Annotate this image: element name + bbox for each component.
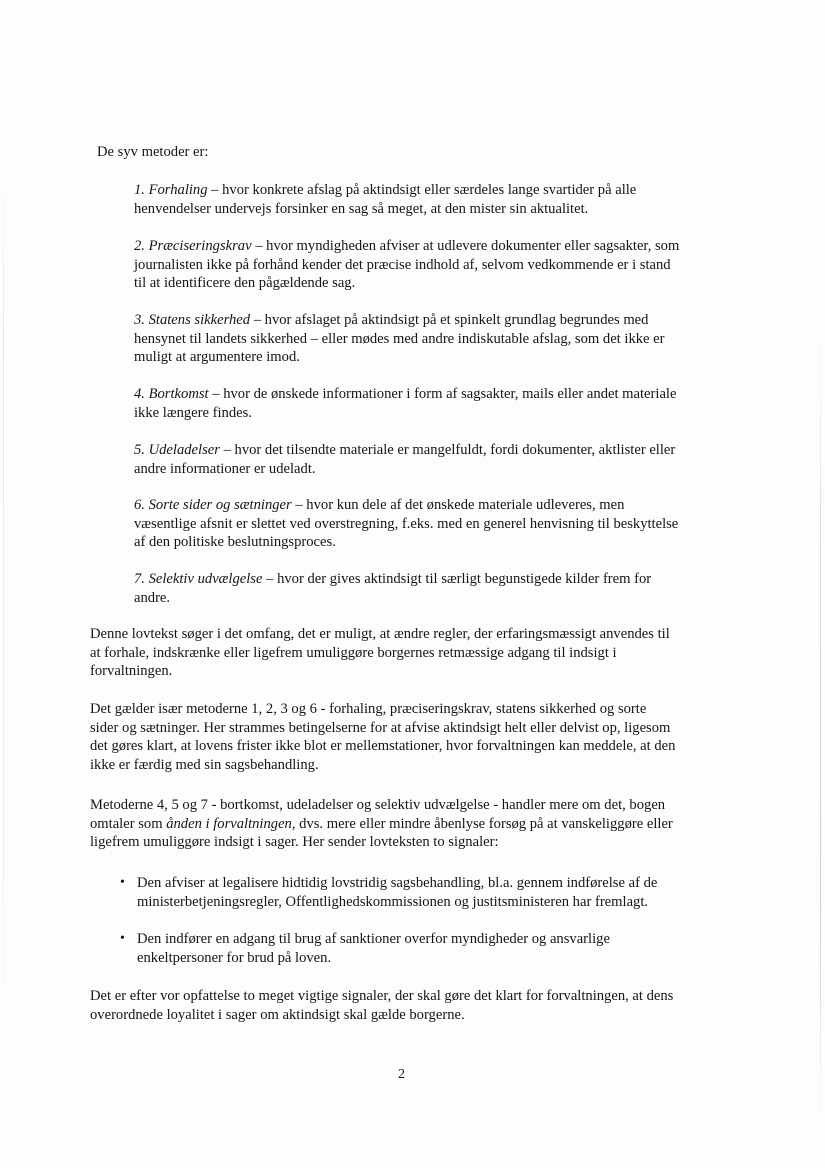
paragraph-2-line-2: sider og sætninger. Her strammes betingelserne for at afvise aktindsigt helt eller delvist op, ligesom xyxy=(90,719,671,736)
method-6-line-1: – hvor kun dele af det ønskede materiale udleveres, men xyxy=(291,497,625,513)
method-1-label: 1. Forhaling xyxy=(134,182,208,198)
scan-edge-right xyxy=(820,300,821,1150)
method-3-line-1: – hvor afslaget på aktindsigt på et spinkelt grundlag begrundes med xyxy=(250,312,649,328)
method-2-line-1: – hvor myndigheden afviser at udlevere dokumenter eller sagsakter, som xyxy=(251,238,680,254)
method-6-line-2: væsentlige afsnit er slettet ved overstregning, f.eks. med en generel henvisning til beskyttelse xyxy=(134,515,679,532)
method-4-line-1: – hvor de ønskede informationer i form af sagsakter, mails eller andet materiale xyxy=(208,386,677,402)
bullet-2-text xyxy=(137,930,610,967)
scan-edge-left xyxy=(3,150,4,1050)
paragraph-2-line-4: ikke er færdig med sin sagsbehandling. xyxy=(90,756,319,773)
bullet-1-line-2: ministerbetjeningsregler, Offentlighedskommissionen og justitsministeren har fremlagt. xyxy=(137,893,649,910)
method-5-line-2: andre informationer er udeladt. xyxy=(134,460,316,477)
method-5-label: 5. Udeladelser xyxy=(134,442,220,458)
method-2-line-2: journalisten ikke på forhånd kender det præcise indhold af, selvom vedkommende er i stand xyxy=(134,256,671,273)
method-7-label: 7. Selektiv udvælgelse xyxy=(134,571,263,587)
method-2-line-3: til at identificere den pågældende sag. xyxy=(134,275,356,292)
paragraph-4-line-2: overordnede loyalitet i sager om aktindsigt skal gælde borgerne. xyxy=(90,1006,465,1023)
method-4 xyxy=(134,385,734,422)
bullet-2-line-1: Den indfører en adgang til brug af sanktioner overfor myndigheder og ansvarlige xyxy=(137,931,610,947)
method-7-line-1: – hvor der gives aktindsigt til særligt begunstigede kilder frem for xyxy=(262,571,652,587)
method-3-label: 3. Statens sikkerhed xyxy=(134,312,251,328)
paragraph-4-line-1: Det er efter vor opfattelse to meget vigtige signaler, der skal gøre det klart for forvaltningen, at dens xyxy=(90,988,674,1004)
method-7 xyxy=(134,570,734,607)
method-4-line-2: ikke længere findes. xyxy=(134,404,252,421)
page-number: 2 xyxy=(398,1067,405,1082)
bullet-1-text xyxy=(137,874,657,911)
method-5 xyxy=(134,441,734,478)
paragraph-3-line-1: Metoderne 4, 5 og 7 - bortkomst, udeladelser og selektiv udvælgelse - handler mere om det, bogen xyxy=(90,797,666,813)
method-3 xyxy=(134,311,734,367)
method-6 xyxy=(134,496,734,552)
paragraph-3-line-2-before: omtaler som xyxy=(90,815,167,832)
method-1-line-1: – hvor konkrete afslag på aktindsigt eller særdeles lange svartider på alle xyxy=(207,182,637,198)
paragraph-2-line-1: Det gælder især metoderne 1, 2, 3 og 6 - forhaling, præciseringskrav, statens sikkerhed og sorte xyxy=(90,701,647,717)
bullet-2-symbol: • xyxy=(120,931,125,946)
bullet-1-line-1: Den afviser at legalisere hidtidig lovstridig sagsbehandling, bl.a. gennem indførelse af de xyxy=(137,875,658,891)
method-1 xyxy=(134,181,734,218)
paragraph-1-line-1: Denne lovtekst søger i det omfang, det er muligt, at ændre regler, der erfaringsmæssigt anvendes til xyxy=(90,626,670,642)
method-5-line-1: – hvor det tilsendte materiale er mangelfuldt, fordi dokumenter, aktlister eller xyxy=(219,442,676,458)
method-6-label: 6. Sorte sider og sætninger xyxy=(134,497,292,513)
bullet-1-symbol: • xyxy=(120,875,125,890)
paragraph-1-line-2: at forhale, indskrænke eller ligefrem umuliggøre borgernes retmæssige adgang til indsigt i xyxy=(90,644,617,661)
paragraph-3-line-2-after: , dvs. mere eller mindre åbenlyse forsøg på at vanskeliggøre eller xyxy=(291,815,673,832)
paragraph-3-line-3: ligefrem umuliggøre indsigt i sager. Her sender lovteksten to signaler: xyxy=(90,834,499,851)
paragraph-4 xyxy=(90,987,750,1024)
method-3-line-3: muligt at argumentere imod. xyxy=(134,349,300,366)
method-7-line-2: andre. xyxy=(134,589,171,606)
method-3-line-2: hensynet til landets sikkerhed – eller mødes med andre indiskutable afslag, som det ikke er xyxy=(134,330,665,347)
paragraph-1 xyxy=(90,625,750,681)
method-6-line-3: af den politiske beslutningsproces. xyxy=(134,534,336,551)
paragraph-3 xyxy=(90,796,750,852)
intro-line: De syv metoder er: xyxy=(97,144,209,160)
paragraph-3-emphasis: ånden i forvaltningen xyxy=(166,815,292,832)
paragraph-1-line-3: forvaltningen. xyxy=(90,663,173,680)
method-2 xyxy=(134,237,734,293)
paragraph-2 xyxy=(90,700,750,774)
bullet-2-line-2: enkeltpersoner for brud på loven. xyxy=(137,949,332,966)
paragraph-2-line-3: det gøres klart, at lovens frister ikke blot er mellemstationer, hvor forvaltningen kan meddele, at den xyxy=(90,738,676,755)
method-4-label: 4. Bortkomst xyxy=(134,386,209,402)
method-1-line-2: henvendelser undervejs forsinker en sag så meget, at den mister sin aktualitet. xyxy=(134,200,589,217)
method-2-label: 2. Præciseringskrav xyxy=(134,238,252,254)
